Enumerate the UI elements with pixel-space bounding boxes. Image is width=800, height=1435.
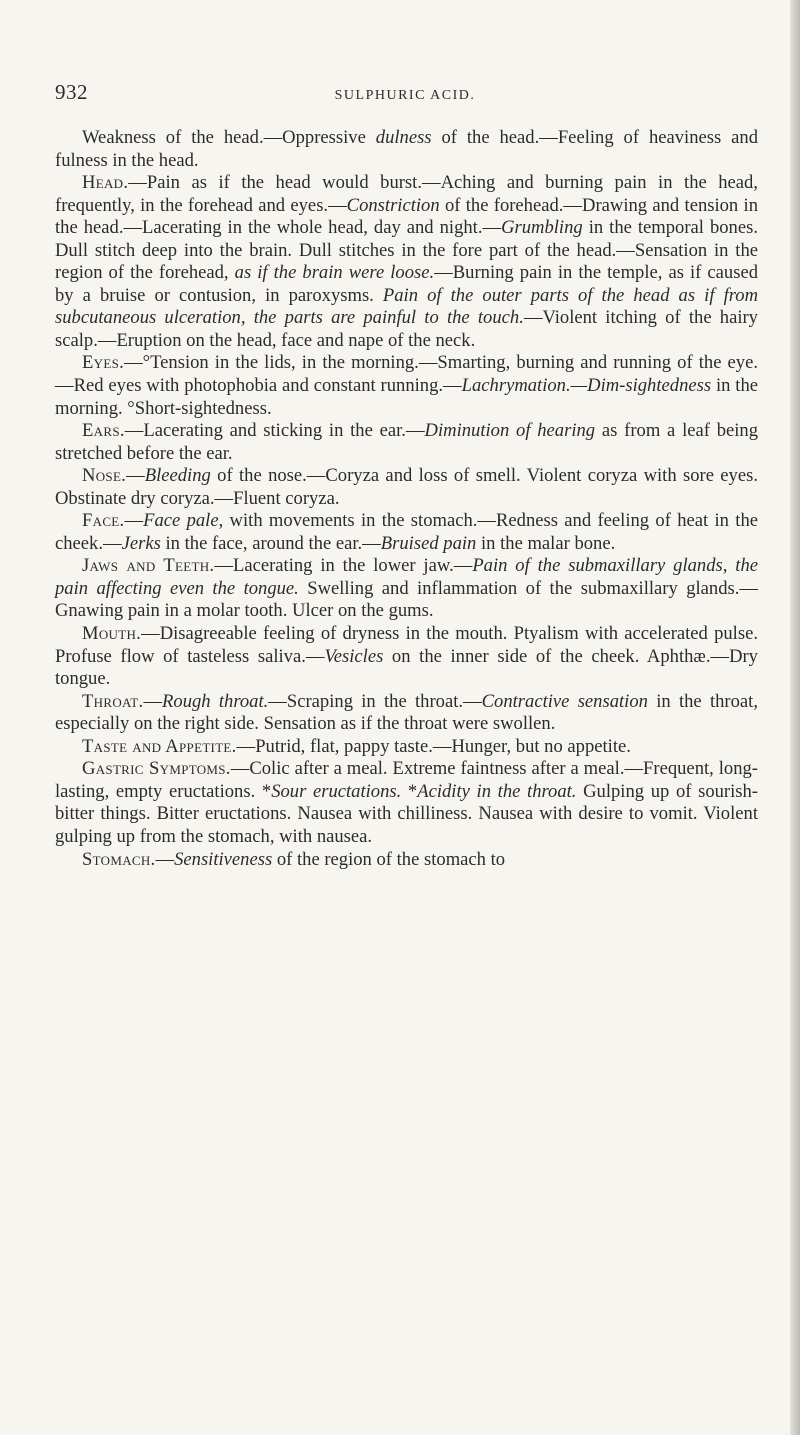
text-run: —Scraping in the throat.— (268, 690, 482, 712)
running-head: SULPHURIC ACID. (334, 88, 476, 103)
page-header (55, 80, 755, 116)
paragraph (55, 465, 758, 510)
text-run: of the forehead.—Drawing and tension in the head.—Lacerating in the whole head, day and night.— (55, 194, 758, 239)
section-heading: Nose. (82, 465, 127, 487)
section-heading: Gastric Symptoms. (82, 758, 231, 780)
paragraph (55, 510, 758, 555)
text-run: of the nose.—Coryza and loss of smell. Violent coryza with sore eyes. Obstinate dry coryza.—Fluent coryza. (55, 465, 758, 509)
text-run: on the inner side of the cheek. Aphthæ.—Dry tongue. (55, 645, 758, 690)
text-run: — (155, 848, 175, 870)
section-heading: Stomach. (82, 848, 156, 870)
text-run: —Violent itching of the hairy scalp.—Eruption on the head, face and nape of the neck. (55, 307, 758, 351)
italic-text: Sour eructations. (271, 780, 402, 802)
text-run: Weakness of the head.—Oppressive (82, 127, 376, 148)
paragraph (55, 127, 758, 172)
italic-text: Face pale (143, 510, 219, 532)
italic-text: Vesicles (324, 645, 384, 667)
italic-text: Pain of the submaxillary glands, the pain affecting even the tongue. (55, 555, 758, 599)
italic-text: dulness (375, 127, 432, 148)
italic-text: Grumbling (501, 217, 583, 239)
page-number: 932 (55, 80, 88, 104)
italic-text: Sensitiveness (174, 848, 273, 870)
text-run: Swelling and inflammation of the submaxillary glands.—Gnawing pain in a molar tooth. Ulcer on the gums. (55, 577, 758, 622)
text-run: — (126, 465, 145, 487)
text-run: in the throat, especially on the right side. Sensation as if the throat were swollen. (55, 690, 758, 735)
text-run: in the face, around the ear.— (160, 532, 381, 554)
text-run: — (143, 690, 163, 712)
paragraph (55, 623, 758, 691)
paragraph (55, 420, 758, 465)
text-run: in the malar bone. (476, 532, 616, 554)
text-run: Gulping up of sourish-bitter things. Bitter eructations. Nausea with chilliness. Nausea with desire to vomit. Violent gulping up from the stomach, with nausea. (55, 780, 758, 847)
paragraph (55, 691, 758, 736)
italic-text: Jerks (121, 532, 161, 554)
text-run: —Colic after a meal. Extreme faintness after a meal.—Frequent, long-lasting, empty eructations. * (55, 758, 758, 802)
body-text (55, 127, 758, 871)
section-heading: Taste and Appetite. (82, 735, 237, 757)
text-run: —Pain as if the head would burst.—Aching and burning pain in the head, frequently, in the forehead and eyes.— (55, 172, 758, 216)
section-heading: Jaws and Teeth. (82, 555, 215, 577)
text-run: —Lacerating in the lower jaw.— (214, 555, 473, 577)
paragraph (55, 172, 758, 352)
italic-text: Rough throat. (162, 690, 269, 712)
paragraph (55, 555, 758, 623)
text-run: of the head.—Feeling of heaviness and fulness in the head. (55, 127, 758, 171)
text-run: —Burning pain in the temple, as if caused by a bruise or contusion, in paroxysms. (55, 262, 759, 306)
italic-text: Constriction (346, 194, 440, 216)
text-run: —Putrid, flat, pappy taste.—Hunger, but no appetite. (236, 735, 631, 757)
section-heading: Eyes. (82, 352, 125, 374)
italic-text: Bruised pain (380, 532, 477, 554)
text-run: —Disagreeable feeling of dryness in the mouth. Ptyalism with accelerated pulse. Profuse flow of tasteless saliva.— (55, 623, 758, 667)
italic-text: Contractive sensation (481, 690, 648, 712)
text-run: —Lacerating and sticking in the ear.— (124, 420, 425, 442)
text-run: , with movements in the stomach.—Redness and feeling of heat in the cheek.— (55, 510, 758, 554)
paragraph (55, 758, 758, 848)
page-edge (790, 0, 800, 1435)
italic-text: Pain of the outer parts of the head as if from subcutaneous ulceration, the parts are painful to the touch. (55, 284, 758, 329)
italic-text: Acidity in the throat. (417, 780, 577, 802)
paragraph (55, 849, 758, 872)
text-run: as from a leaf being stretched before the ear. (55, 420, 759, 464)
text-run: — (124, 510, 144, 532)
paragraph (55, 736, 758, 759)
italic-text: Diminution of hearing (424, 420, 596, 442)
italic-text: Bleeding (144, 465, 211, 487)
section-heading: Face. (82, 510, 125, 532)
text-run: in the morning. °Short-sightedness. (55, 375, 758, 419)
section-heading: Ears. (82, 420, 125, 442)
section-heading: Throat. (82, 690, 144, 712)
text-run: of the region of the stomach to (272, 848, 506, 870)
text-run: * (401, 780, 418, 802)
section-heading: Head. (82, 172, 129, 194)
text-run: in the temporal bones. Dull stitch deep into the brain. Dull stitches in the fore part of the head.—Sensation in the region of the forehead, (55, 217, 758, 284)
italic-text: as if the brain were loose. (234, 262, 435, 284)
paragraph (55, 352, 758, 420)
section-heading: Mouth. (82, 623, 142, 645)
italic-text: Lachrymation.—Dim-sightedness (461, 375, 712, 397)
text-run: —°Tension in the lids, in the morning.—Smarting, burning and running of the eye.—Red eyes with photophobia and constant running.— (55, 352, 758, 397)
